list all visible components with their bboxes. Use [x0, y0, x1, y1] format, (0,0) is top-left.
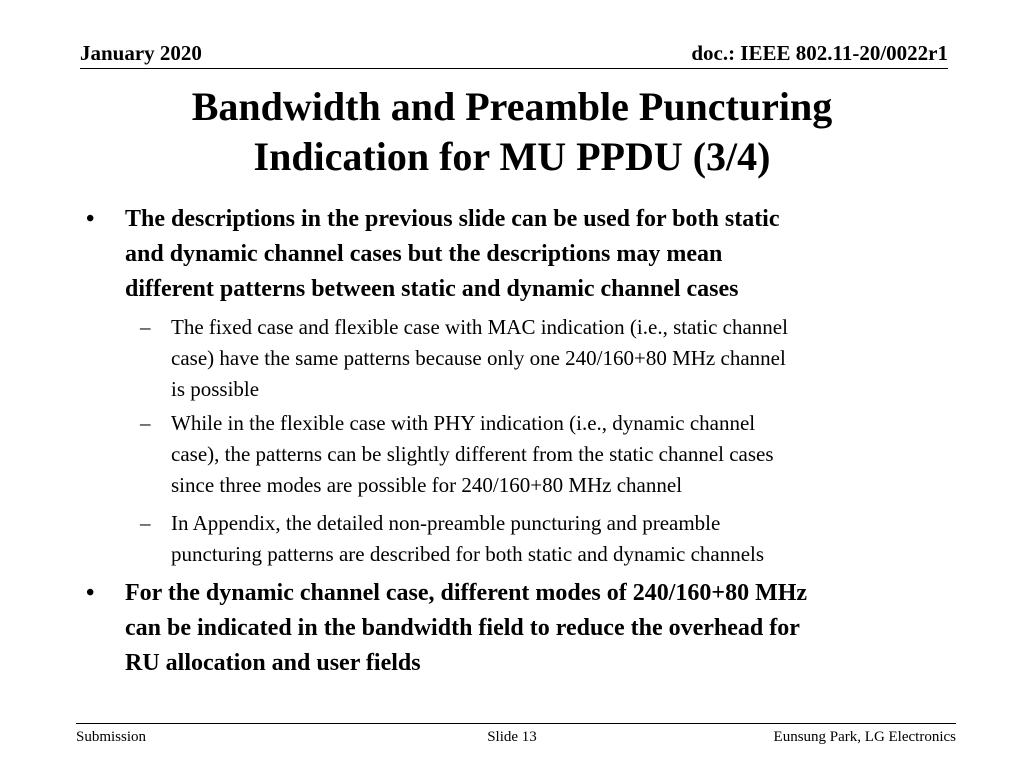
bullet-marker: • [86, 206, 95, 232]
footer-divider [76, 723, 956, 724]
sub-bullet-line: case) have the same patterns because only one 240/160+80 MHz channel [171, 346, 786, 370]
bullet-item [125, 202, 965, 307]
sub-bullet-item [171, 508, 961, 570]
bullet-line: RU allocation and user fields [125, 650, 421, 676]
slide-title [60, 82, 964, 182]
sub-bullet-marker: – [140, 315, 151, 339]
slide-title-line: Indication for MU PPDU (3/4) [253, 134, 771, 179]
sub-bullet-item [171, 408, 961, 501]
bullet-marker: • [86, 580, 95, 606]
footer-submission: Submission [76, 729, 147, 745]
sub-bullet-marker: – [140, 411, 151, 435]
sub-bullet-marker: – [140, 511, 151, 535]
sub-bullet-line: While in the flexible case with PHY indication (i.e., dynamic channel [171, 411, 756, 435]
sub-bullet-line: puncturing patterns are described for both static and dynamic channels [171, 542, 765, 566]
bullet-line: For the dynamic channel case, different modes of 240/160+80 MHz [125, 580, 808, 606]
footer-author: Eunsung Park, LG Electronics [773, 729, 956, 745]
slide-title-line: Bandwidth and Preamble Puncturing [191, 84, 833, 129]
bullet-line: The descriptions in the previous slide can be used for both static [125, 206, 780, 232]
sub-bullet-line: In Appendix, the detailed non-preamble puncturing and preamble [171, 511, 721, 535]
header-date: January 2020 [80, 41, 202, 65]
bullet-line: and dynamic channel cases but the descriptions may mean [125, 241, 723, 267]
footer-slide-number: Slide 13 [487, 729, 537, 745]
header-divider [80, 68, 948, 69]
sub-bullet-line: The fixed case and flexible case with MAC indication (i.e., static channel [171, 315, 788, 339]
bullet-item [125, 576, 965, 681]
sub-bullet-line: since three modes are possible for 240/160+80 MHz channel [171, 473, 683, 497]
sub-bullet-line: case), the patterns can be slightly different from the static channel cases [171, 442, 774, 466]
header-doc-id: doc.: IEEE 802.11-20/0022r1 [691, 41, 948, 65]
sub-bullet-item [171, 312, 961, 405]
bullet-line: different patterns between static and dynamic channel cases [125, 276, 739, 302]
bullet-line: can be indicated in the bandwidth field to reduce the overhead for [125, 615, 800, 641]
sub-bullet-line: is possible [171, 377, 260, 401]
